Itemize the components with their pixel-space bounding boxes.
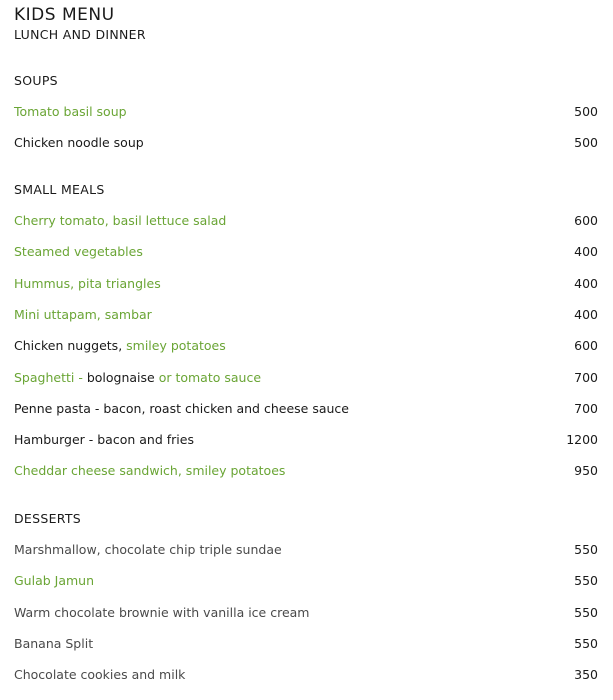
menu-item-price: 500 [574,104,598,119]
menu-item-price: 600 [574,213,598,228]
menu-item-price: 400 [574,276,598,291]
menu-item-name [14,213,226,228]
menu-item [14,213,598,231]
menu-item-price: 550 [574,605,598,620]
menu-item-price: 700 [574,401,598,416]
menu-item-price: 950 [574,463,598,478]
menu-item-name [14,605,309,620]
menu-item-name-part: Penne pasta - bacon, roast chicken and cheese sauce [14,401,349,416]
menu-subtitle: LUNCH AND DINNER [14,27,146,42]
menu-item-name-part: Chocolate cookies and milk [14,667,186,682]
menu-item-price: 550 [574,542,598,557]
menu-item-name-part: bolognaise [86,370,159,385]
menu-item-name [14,573,94,588]
section-heading-desserts: DESSERTS [14,511,82,526]
menu-item [14,573,598,591]
menu-item-name [14,370,261,385]
menu-item-name [14,135,144,150]
menu-item-name-part: Chicken nuggets, [14,338,127,353]
menu-item-price: 350 [574,667,598,682]
menu-item [14,135,598,153]
menu-item-price: 550 [574,573,598,588]
menu-item-name-part: Steamed vegetables [14,244,143,259]
menu-item-name-part: Cherry tomato, basil lettuce salad [14,213,227,228]
menu-item-name-part: Hamburger - bacon and fries [14,432,194,447]
menu-item [14,244,598,262]
menu-item-name-part: Gulab Jamun [14,573,95,588]
menu-item [14,104,598,122]
menu-item-price: 400 [574,307,598,322]
menu-item-name [14,276,161,291]
section-heading-soups: SOUPS [14,73,58,88]
menu-item-price: 550 [574,636,598,651]
menu-item [14,401,598,419]
menu-item-name [14,667,185,682]
menu-item [14,338,598,356]
menu-item [14,307,598,325]
menu-item [14,463,598,481]
section-heading-small-meals: SMALL MEALS [14,182,105,197]
menu-item-name [14,432,194,447]
menu-item-name [14,338,226,353]
menu-item-name [14,401,349,416]
menu-item-price: 600 [574,338,598,353]
menu-item-price: 700 [574,370,598,385]
menu-item-name [14,463,285,478]
menu-item-name-part: smiley potatoes [126,338,226,353]
menu-item-name-part: Warm chocolate brownie with vanilla ice cream [14,605,310,620]
menu-item-name-part: Hummus, pita triangles [14,276,161,291]
menu-item-name-part: Cheddar cheese sandwich, smiley potatoes [14,463,286,478]
menu-item-name-part: Marshmallow, chocolate chip triple sundae [14,542,282,557]
menu-item-name [14,542,282,557]
menu-item [14,667,598,685]
menu-item-name-part: Banana Split [14,636,94,651]
menu-item [14,432,598,450]
menu-item-name [14,244,143,259]
menu-title: KIDS MENU [14,5,115,25]
menu-item-name-part: Spaghetti - [14,370,87,385]
menu-item-name-part: Chicken noodle soup [14,135,144,150]
menu-item-name [14,307,152,322]
menu-item-name-part: or tomato sauce [158,370,262,385]
menu-item-price: 1200 [566,432,598,447]
menu-item-price: 400 [574,244,598,259]
menu-item-name [14,104,127,119]
menu-item [14,542,598,560]
menu-item-name-part: Mini uttapam, sambar [14,307,152,322]
menu-item [14,370,598,388]
menu-item-price: 500 [574,135,598,150]
menu-item [14,276,598,294]
menu-item-name-part: Tomato basil soup [14,104,127,119]
menu-item [14,605,598,623]
menu-item-name [14,636,93,651]
menu-item [14,636,598,654]
